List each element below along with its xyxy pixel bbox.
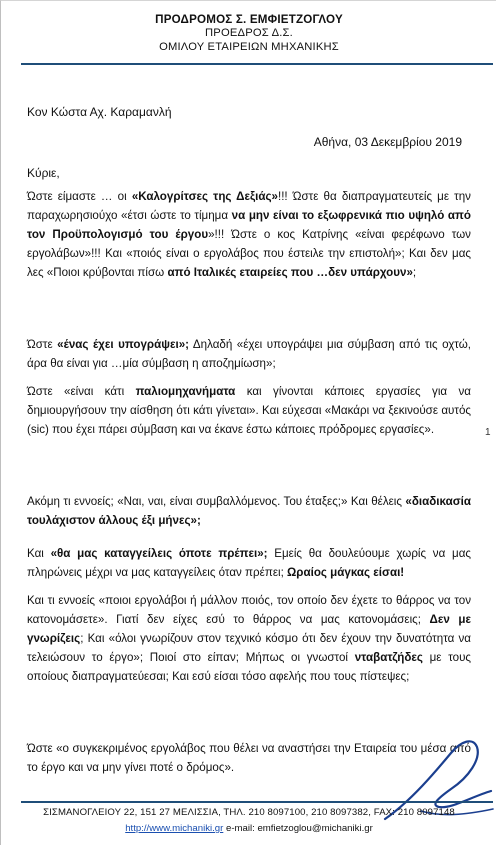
bold-text: από Ιταλικές εταιρείες που …δεν υπάρχουν»	[167, 266, 413, 279]
date-line: Αθήνα, 03 Δεκεμβρίου 2019	[313, 135, 462, 149]
email-address[interactable]: emfietzoglou@michaniki.gr	[257, 823, 373, 834]
text: ;	[412, 266, 417, 279]
text: Ώστε «είναι κάτι	[27, 385, 136, 398]
footer-contact	[1, 823, 496, 834]
text: Ώστε είμαστε … οι	[27, 190, 132, 203]
bold-text: «ένας έχει υπογράψει»;	[57, 338, 189, 351]
text: Ακόμη τι εννοείς; «Ναι, ναι, είναι συμβαλλόμενος. Του έταξες;» Και θέλεις	[27, 495, 406, 508]
bold-text: να μην είναι το εξωφρενικά πιο υψηλό από τον Προϋπολογισμό του έργου	[27, 209, 471, 241]
email-label: e-mail:	[223, 823, 258, 834]
text: ; Και «όλοι γνωρίζουν στον τεχνικό κόσμο ότι δεν έχουν την δυνατότητα να τελειώσουν το έργο»; Ποιοί στο είπαν; Μήπως οι γνωστοί	[27, 632, 471, 664]
text: Εμείς θα δουλεύουμε χωρίς να μας πληρώνεις μέχρι να μας καταγγείλεις όταν πρέπει;	[27, 547, 471, 579]
paragraph-1	[27, 187, 471, 282]
text: Δηλαδή «έχει υπογράψει μια σύμβαση από τις οχτώ, άρα θα είναι για …μία σύμβαση η αποζημίωση»;	[27, 338, 471, 370]
paragraph-5	[27, 544, 471, 582]
text: Ώστε	[27, 338, 58, 351]
bold-text: Ωραίος μάγκας είσαι!	[287, 566, 405, 579]
text: »!!! Ώστε ο κος Κατρίνης «είναι φερέφωνο των εργολάβων»!!! Και «ποιός είναι ο εργολάβος που έστειλε την επιστολή»; Και δεν μας λες «Ποιοι κρύβονται πίσω	[27, 228, 471, 279]
bold-text: νταβατζήδες	[354, 651, 423, 664]
footer-divider	[21, 801, 493, 803]
text: Και τι εννοείς «ποιοι εργολάβοι ή μάλλον ποιός, τον οποίο δεν έχετε το θάρρος να τον κατονομάσετε». Γιατί δεν είχες εσύ το θάρρος να μας κατονομάσεις;	[27, 594, 471, 626]
addressee: Κον Κώστα Αχ. Καραμανλή	[27, 105, 172, 119]
sender-name: ΠΡΟΔΡΟΜΟΣ Σ. ΕΜΦΙΕΤΖΟΓΛΟΥ	[155, 13, 343, 26]
greeting: Κύριε,	[27, 166, 60, 180]
text: Ώστε «ο συγκεκριμένος εργολάβος που θέλει να αναστήσει την Εταιρεία του μέσα από το έργο και να μην γίνει ποτέ ο δρόμος».	[27, 742, 471, 774]
bold-text: «Καλογρίτσες της Δεξιάς»	[131, 190, 278, 203]
sender-company: ΟΜΙΛΟΥ ΕΤΑΙΡΕΙΩΝ ΜΗΧΑΝΙΚΗΣ	[159, 41, 339, 53]
paragraph-6	[27, 591, 471, 686]
text: Και	[27, 547, 51, 560]
header-divider	[21, 63, 493, 65]
text: !!! Ώστε θα διαπραγματευτείς με την παραχωρησιούχο «έτσι ώστε το τίμημα	[27, 190, 471, 222]
sender-role: ΠΡΟΕΔΡΟΣ Δ.Σ.	[205, 27, 293, 39]
bold-text: Δεν με γνωρίζεις	[27, 613, 471, 645]
text: με τους οποίους διαπραγματεύεσαι; Και εσύ είσαι τόσο αφελής που τους πίστεψες;	[27, 651, 471, 683]
bold-text: «θα μας καταγγείλεις όποτε πρέπει»;	[50, 547, 268, 560]
footer-address: ΣΙΣΜΑΝΟΓΛΕΙΟΥ 22, 151 27 ΜΕΛΙΣΣΙΑ, ΤΗΛ. 210 8097100, 210 8097382, FAX: 210 8097148	[43, 807, 455, 818]
page-number: 1	[485, 427, 491, 438]
website-link[interactable]: http://www.michaniki.gr	[125, 823, 224, 834]
bold-text: παλιομηχανήματα	[135, 385, 236, 398]
paragraph-3	[27, 382, 471, 439]
paragraph-2	[27, 335, 471, 373]
bold-text: «διαδικασία τουλάχιστον άλλους έξι μήνες»;	[27, 495, 471, 527]
text: και γίνονται κάποιες εργασίες για να δημιουργήσουν την αίσθηση ότι κάτι γίνεται». Και εύχεσαι «Μακάρι να ξεκινούσε αυτός (sic) που έχει πάρει σύμβαση και να έκανε έστω κάποιες πρόδρομες εργασίες».	[27, 385, 471, 436]
paragraph-4	[27, 492, 471, 530]
